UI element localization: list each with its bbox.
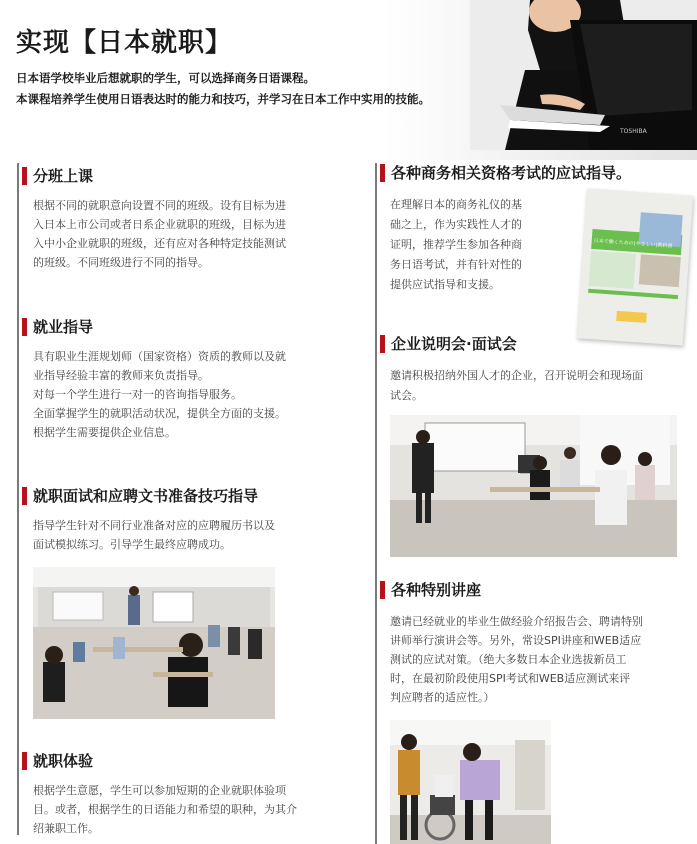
section-title-special-lectures: 各种特别讲座 xyxy=(380,580,481,600)
section-body-work-experience: 根据学生意愿，学生可以参加短期的企业就职体验项 目。或者，根据学生的日语能力和希望的职种，为其介 绍兼职工作。 xyxy=(33,784,297,835)
section-title-employment-guidance: 就业指导 xyxy=(22,317,93,337)
briefing-session-photo xyxy=(390,415,677,557)
lecture-caregiving-photo xyxy=(390,720,551,844)
header-photo-person-laptop xyxy=(470,0,697,150)
section-body-interview-documents: 指导学生针对不同行业准备对应的应聘履历书以及 面试模拟练习。引导学生最终应聘成功。 xyxy=(33,519,275,551)
section-title-class-division: 分班上课 xyxy=(22,166,93,186)
intro-line: 日本语学校毕业后想就职的学生，可以选择商务日语课程。 xyxy=(16,71,315,85)
section-title-company-briefing: 企业说明会·面试会 xyxy=(380,334,517,354)
section-body-special-lectures: 邀请已经就业的毕业生做经验介绍报告会、聘请特别 讲师举行演讲会等。另外，常设SPI讲座和WEB适应 测试的应试对策。（绝大多数日本企业选拔新员工 时，在最初阶段使用SPI考试和WEB适应测试来评 判应聘者的适应性。） xyxy=(390,615,643,704)
textbook-cover-image xyxy=(577,188,693,345)
section-title-interview-documents: 就职面试和应聘文书准备技巧指导 xyxy=(22,486,258,506)
page-title: 实现【日本就职】 xyxy=(16,28,233,58)
classroom-photo xyxy=(33,567,275,719)
section-title-work-experience: 就职体验 xyxy=(22,751,93,771)
intro-text xyxy=(16,68,430,110)
right-column-divider xyxy=(375,163,377,844)
section-body-qualification-exams: 在理解日本的商务礼仪的基 础之上，作为实践性人才的 证明，推荐学生参加各种商 务日语考试，并有针对性的 提供应试指导和支援。 xyxy=(390,198,522,291)
section-body-employment-guidance: 具有职业生涯规划师（国家资格）资质的教师以及就 业指导经验丰富的教师来负责指导。 对每一个学生进行一对一的咨询指导服务。 全面掌握学生的就职活动状况，提供全方面的支援。 根据学生需要提供企业信息。 xyxy=(33,350,286,439)
left-column-divider xyxy=(17,163,19,835)
textbook-title-text: 日本で働くための(やさしい)教科書 xyxy=(593,238,673,250)
svg-text:TOSHIBA: TOSHIBA xyxy=(620,128,647,135)
section-title-qualification-exams: 各种商务相关资格考试的应试指导。 xyxy=(380,163,631,183)
section-body-class-division: 根据不同的就职意向设置不同的班级。设有目标为进 入日本上市公司或者日系企业就职的班级，目标为进 入中小企业就职的班级，还有应对各种特定技能测试 的班级。不同班级进行不同的指导。 xyxy=(33,199,286,269)
section-body-company-briefing: 邀请积极招纳外国人才的企业，召开说明会和现场面 试会。 xyxy=(390,369,643,402)
intro-line: 本课程培养学生使用日语表达时的能力和技巧，并学习在日本工作中实用的技能。 xyxy=(16,92,430,106)
